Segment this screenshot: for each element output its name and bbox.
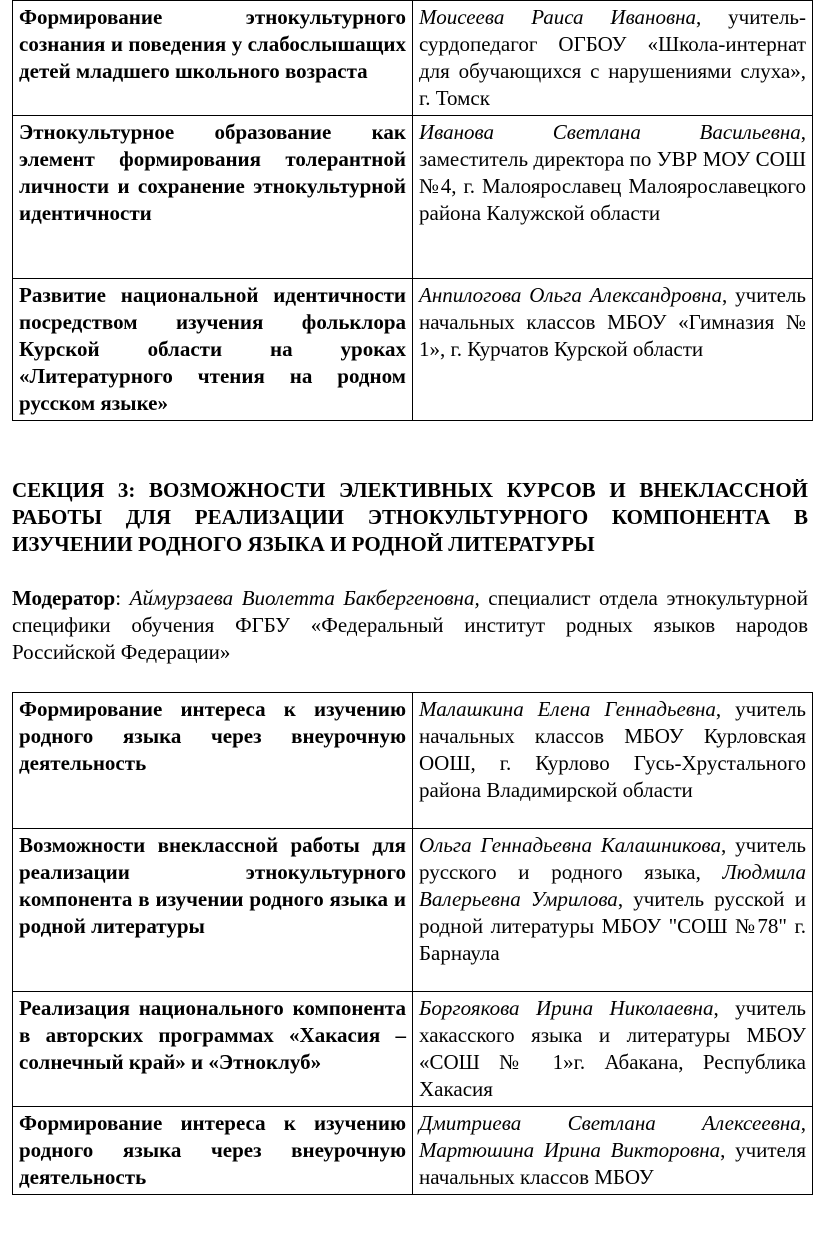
talk-author: [413, 693, 813, 829]
moderator-description: специалист отдела этнокультурной специфики обучения ФГБУ «Федеральный институт родных языков народов Российской Федерации»: [12, 586, 808, 664]
talk-topic: Формирование этнокультурного сознания и поведения у слабослышащих детей младшего школьного возраста: [13, 1, 413, 116]
talk-author: [413, 279, 813, 421]
table-row: [13, 279, 813, 421]
talk-author: [413, 116, 813, 279]
talk-author: [413, 829, 813, 992]
table-row: [13, 992, 813, 1107]
document-page: [12, 0, 808, 1195]
author-details: , учитель начальных классов МБОУ Курловская ООШ, г. Курлово Гусь-Хрустального района Владимирской области: [419, 697, 807, 802]
program-table-2: [12, 692, 813, 1195]
author-name: Ольга Геннадьевна Калашникова: [419, 833, 721, 857]
talk-topic: Возможности внеклассной работы для реализации этнокультурного компонента в изучении родного языка и родной литературы: [13, 829, 413, 992]
program-table-1: [12, 0, 813, 421]
table-row: [13, 1, 813, 116]
talk-topic: Этнокультурное образование как элемент формирования толерантной личности и сохранение этнокультурной идентичности: [13, 116, 413, 279]
author-name: Малашкина Елена Геннадьевна: [419, 697, 716, 721]
talk-topic: Реализация национального компонента в авторских программах «Хакасия – солнечный край» и «Этноклуб»: [13, 992, 413, 1107]
author-name: Иванова Светлана Васильевна: [419, 120, 801, 144]
author-details: , учитель-сурдопедагог ОГБОУ «Школа-интернат для обучающихся с нарушениями слуха», г. Томск: [419, 5, 806, 110]
author-details: , учитель начальных классов МБОУ «Гимназия № 1», г. Курчатов Курской области: [419, 283, 807, 361]
author-name: Боргоякова Ирина Николаевна: [419, 996, 714, 1020]
author-details: ,: [800, 1111, 806, 1135]
moderator-paragraph: [12, 585, 808, 666]
author-details: , учителя начальных классов МБОУ: [419, 1138, 807, 1189]
moderator-separator: :: [115, 586, 130, 610]
section-title: СЕКЦИЯ 3: ВОЗМОЖНОСТИ ЭЛЕКТИВНЫХ КУРСОВ И ВНЕКЛАССНОЙ РАБОТЫ ДЛЯ РЕАЛИЗАЦИИ ЭТНОКУЛЬТУРНОГО КОМПОНЕНТА В ИЗУЧЕНИИ РОДНОГО ЯЗЫКА И РОДНОЙ ЛИТЕРАТУРЫ: [12, 478, 808, 556]
author-name: Дмитриева Светлана Алексеевна: [419, 1111, 801, 1135]
moderator-label: Модератор: [12, 586, 116, 610]
talk-topic: Формирование интереса к изучению родного языка через внеурочную деятельность: [13, 1107, 413, 1195]
table-row: [13, 693, 813, 829]
table-row: [13, 1107, 813, 1195]
table-row: [13, 116, 813, 279]
author-details: , учитель хакасского языка и литературы МБОУ «СОШ № 1»г. Абакана, Республика Хакасия: [419, 996, 806, 1101]
table-row: [13, 829, 813, 992]
talk-topic: Развитие национальной идентичности посредством изучения фольклора Курской области на уроках «Литературного чтения на родном русском языке»: [13, 279, 413, 421]
talk-author: [413, 1, 813, 116]
talk-topic: Формирование интереса к изучению родного языка через внеурочную деятельность: [13, 693, 413, 829]
author-details: , учитель русской и родной литературы МБОУ "СОШ №78" г. Барнаула: [419, 887, 806, 965]
author-name: Анпилогова Ольга Александровна: [419, 283, 722, 307]
author-name: Мартюшина Ирина Викторовна: [419, 1138, 721, 1162]
talk-author: [413, 1107, 813, 1195]
talk-author: [413, 992, 813, 1107]
author-details: , заместитель директора по УВР МОУ СОШ №4, г. Малоярославец Малоярославецкого района Калужской области: [419, 120, 806, 225]
author-name: Людмила Валерьевна Умрилова: [419, 860, 806, 911]
moderator-name: Аймурзаева Виолетта Бакбергеновна,: [129, 586, 480, 610]
author-details: , учитель русского и родного языка,: [419, 833, 806, 884]
author-name: Моисеева Раиса Ивановна: [419, 5, 697, 29]
